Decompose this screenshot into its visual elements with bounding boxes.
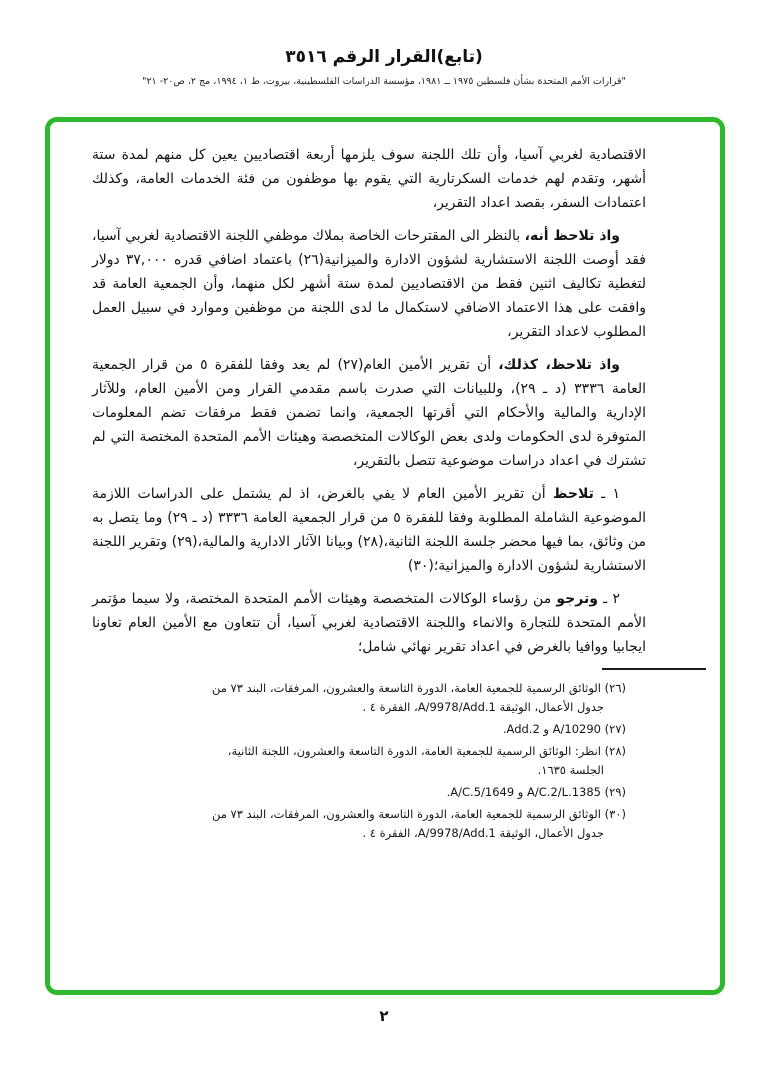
paragraph-text: بالنظر الى المقترحات الخاصة بملاك موظفي اللجنة الاقتصادية لغربي آسيا، فقد أوصت اللجنة الاستشارية لشؤون الادارة والميزانية(٢٦) باعتماد اضافي قدره ٣٧,٠٠٠ دولار لتغطية تكاليف اثنين فقط من الاقتصاديين لمدة ستة أشهر لكل منهما، وأن الجمعية العامة قد وافقت على هذا الاعتماد الاضافي لاستكمال ما لدى اللجنة من موظفين وموارد في سبيل العمل المطلوب لاعداد التقرير، xyxy=(92,228,646,340)
paragraph-text: أن تقرير الأمين العام لا يفي بالغرض، اذ لم يشتمل على الدراسات اللازمة الموضوعية الشاملة المطلوبة وفقا للفقرة ٥ من قرار الجمعية العامة ٣٣٣٦ (د ـ ٢٩) وما يتصل به من وثائق، بما فيها محضر جلسة اللجنة الثانية،(٢٨) وبيانا الآثار الادارية والمالية،(٢٩) وتقرير اللجنة الاستشارية لشؤون الادارة والميزانية؛(٣٠) xyxy=(92,486,646,574)
footnote-marker: (٢٦) xyxy=(604,681,626,695)
body-paragraph xyxy=(92,224,646,344)
body-paragraph xyxy=(92,143,646,215)
footnote-text: الوثائق الرسمية للجمعية العامة، الدورة التاسعة والعشرون، المرفقات، البند ٧٣ من جدول الأعمال، الوثيقة A/9978/Add.1، الفقرة ٤ . xyxy=(211,807,604,840)
paragraph-text: الاقتصادية لغربي آسيا، وأن تلك اللجنة سوف يلزمها أربعة اقتصاديين يعين كل منهم لمدة ستة أشهر، وتقدم لهم خدمات السكرتارية التي يقوم بها موظفون من فئة الخدمات العامة، وكذلك اعتمادات السفر، بقصد اعداد التقرير، xyxy=(92,147,646,211)
footnote-text: A/C.2/L.1385 و A/C.5/1649. xyxy=(446,785,601,799)
page-number: ٢ xyxy=(379,1007,389,1025)
footnotes xyxy=(210,679,626,843)
source-citation: "قرارات الأمم المتحدة بشأن فلسطين ١٩٧٥ ــ ١٩٨١، مؤسسة الدراسات الفلسطينية، بيروت، ط ١، ١٩٩٤، مج ٢، ص٢٠- ٢١" xyxy=(142,76,626,87)
footnote-marker: (٢٨) xyxy=(604,744,626,758)
body-paragraph xyxy=(92,587,646,659)
paragraph-lead: تلاحظ xyxy=(552,486,594,502)
footnote-item xyxy=(210,742,626,780)
footnote-text: A/10290 و Add.2. xyxy=(502,722,601,736)
footnote-marker: (٢٩) xyxy=(604,785,626,799)
paragraph-text: من رؤساء الوكالات المتخصصة وهيئات الأمم المتحدة المختصة، ولا سيما مؤتمر الأمم المتحدة للتجارة والانماء واللجنة الاقتصادية لغربي آسيا، أن تتعاون مع الأمين العام تعاونا ايجابيا ووافيا بالغرض في اعداد تقرير نهائي شامل؛ xyxy=(92,591,646,655)
footnote-text: الوثائق الرسمية للجمعية العامة، الدورة التاسعة والعشرون، المرفقات، البند ٧٣ من جدول الأعمال، الوثيقة A/9978/Add.1، الفقرة ٤ . xyxy=(211,681,604,714)
document-header xyxy=(0,47,768,87)
paragraph-lead: واذ تلاحظ أنه، xyxy=(524,228,620,244)
footnote-item xyxy=(210,720,626,739)
footnote-item xyxy=(210,783,626,802)
paragraph-lead: وترجو xyxy=(556,591,598,607)
footnote-separator xyxy=(602,668,706,670)
resolution-title: (تابع)القرار الرقم ٣٥١٦ xyxy=(285,47,483,67)
body-paragraph xyxy=(92,353,646,473)
footnote-item xyxy=(210,679,626,717)
footnote-text: انظر: الوثائق الرسمية للجمعية العامة، الدورة التاسعة والعشرون، اللجنة الثانية، الجلسة ١٦٣٥. xyxy=(227,744,604,777)
paragraph-lead: واذ تلاحظ، كذلك، xyxy=(498,357,620,373)
document-footer xyxy=(0,1006,768,1025)
resolution-body xyxy=(92,143,646,659)
paragraph-number: ١ ـ xyxy=(593,486,620,502)
footnote-marker: (٢٧) xyxy=(604,722,626,736)
footnote-item xyxy=(210,805,626,843)
document-frame xyxy=(45,117,725,995)
paragraph-text: أن تقرير الأمين العام(٢٧) لم يعد وفقا للفقرة ٥ من قرار الجمعية العامة ٣٣٣٦ (د ـ ٢٩)، وللبيانات التي صدرت باسم مقدمي القرار ومن الأمين العام، وللآثار الإدارية والمالية والأحكام التي أقرتها الجمعية، وانما تضمن فقط مرفقات تضم المعلومات المتوفرة لدى الحكومات ولدى بعض الوكالات المتخصصة وهيئات الأمم المتحدة المختصة التي لم تشترك في اعداد دراسات موضوعية تتصل بالتقرير، xyxy=(92,357,646,469)
body-paragraph xyxy=(92,482,646,578)
footnote-marker: (٣٠) xyxy=(604,807,626,821)
paragraph-number: ٢ ـ xyxy=(597,591,620,607)
